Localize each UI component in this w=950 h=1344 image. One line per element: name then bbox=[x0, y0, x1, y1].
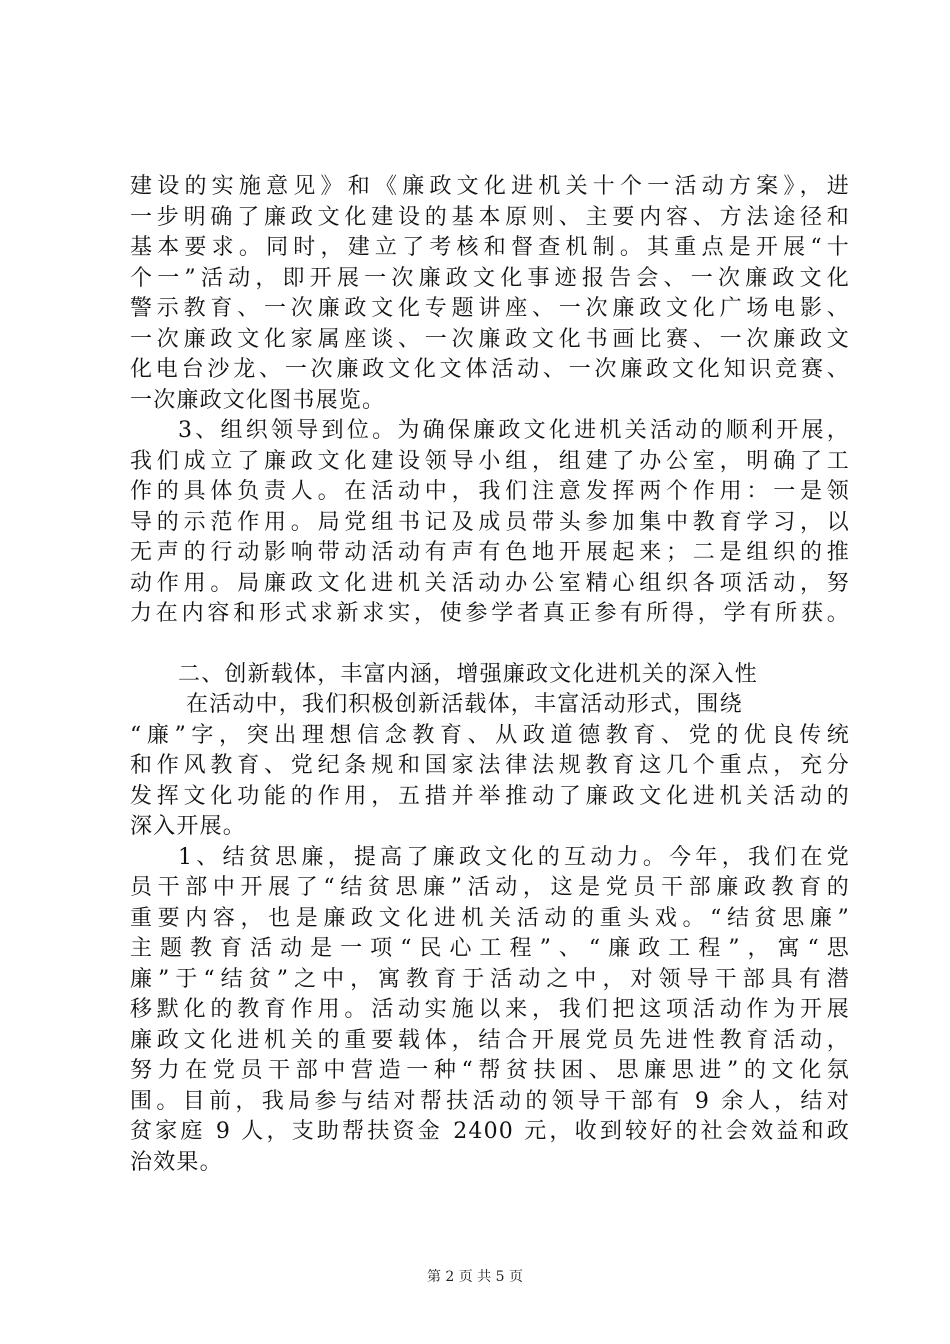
text-line: 建设的实施意见》和《廉政文化进机关十个一活动方案》，进 bbox=[130, 174, 850, 199]
text-line: 基本要求。同时，建立了考核和督查机制。其重点是开展“十 bbox=[130, 235, 850, 260]
text-line: 导的示范作用。局党组书记及成员带头参加集中教育学习，以 bbox=[130, 509, 850, 535]
text-line: 个一”活动，即开展一次廉政文化事迹报告会、一次廉政文化 bbox=[130, 265, 850, 291]
text-line: 努力在党员干部中营造一种“帮贫扶困、思廉思进”的文化氛 bbox=[130, 1058, 850, 1083]
text-line: 廉”于“结贫”之中，寓教育于活动之中，对领导干部具有潜 bbox=[130, 966, 850, 992]
document-body bbox=[130, 172, 850, 1178]
text-line: 一次廉政文化图书展览。 bbox=[130, 387, 386, 413]
text-line: 作的具体负责人。在活动中，我们注意发挥两个作用：一是领 bbox=[130, 479, 850, 504]
text-line: 我们成立了廉政文化建设领导小组，组建了办公室，明确了工 bbox=[130, 448, 850, 474]
text-line: 动作用。局廉政文化进机关活动办公室精心组织各项活动，努 bbox=[130, 570, 850, 596]
page-number-footer: 第 2 页 共 5 页 bbox=[426, 1269, 524, 1285]
paragraph-first-line: 3、组织领导到位。为确保廉政文化进机关活动的顺利开展， bbox=[178, 418, 850, 443]
text-line: 力在内容和形式求新求实，使参学者真正参有所得，学有所获。 bbox=[130, 601, 850, 626]
text-line: 发挥文化功能的作用，五措并举推动了廉政文化进机关活动的 bbox=[130, 783, 850, 809]
section-heading: 二、创新载体，丰富内涵，增强廉政文化进机关的深入性 bbox=[178, 661, 759, 687]
text-line: 治效果。 bbox=[130, 1149, 223, 1175]
text-line: 一步明确了廉政文化建设的基本原则、主要内容、方法途径和 bbox=[130, 204, 850, 230]
text-line: 主题教育活动是一项“民心工程”、“廉政工程”，寓“思 bbox=[130, 936, 850, 961]
text-line: 员干部中开展了“结贫思廉”活动，这是党员干部廉政教育的 bbox=[130, 875, 850, 900]
text-line: 围。目前，我局参与结对帮扶活动的领导干部有 9 余人，结对 bbox=[130, 1088, 850, 1114]
paragraph-first-line: 1、结贫思廉，提高了廉政文化的互动力。今年，我们在党 bbox=[178, 844, 850, 870]
text-line: 化电台沙龙、一次廉政文化文体活动、一次廉政文化知识竞赛、 bbox=[130, 357, 850, 382]
paragraph-gap bbox=[130, 630, 850, 660]
text-line: 一次廉政文化家属座谈、一次廉政文化书画比赛、一次廉政文 bbox=[130, 326, 850, 352]
text-line: 廉政文化进机关的重要载体，结合开展党员先进性教育活动， bbox=[130, 1027, 850, 1053]
text-line: 深入开展。 bbox=[130, 814, 247, 839]
text-line: 重要内容，也是廉政文化进机关活动的重头戏。“结贫思廉” bbox=[130, 905, 850, 931]
text-line: “廉”字，突出理想信念教育、从政道德教育、党的优良传统 bbox=[130, 722, 850, 748]
paragraph-first-line: 在活动中，我们积极创新活载体，丰富活动形式，围绕 bbox=[186, 692, 743, 717]
text-line: 警示教育、一次廉政文化专题讲座、一次廉政文化广场电影、 bbox=[130, 296, 850, 321]
text-line: 无声的行动影响带动活动有声有色地开展起来；二是组织的推 bbox=[130, 540, 850, 565]
text-line: 移默化的教育作用。活动实施以来，我们把这项活动作为开展 bbox=[130, 997, 850, 1022]
text-line: 和作风教育、党纪条规和国家法律法规教育这几个重点，充分 bbox=[130, 753, 850, 778]
text-line: 贫家庭 9 人，支助帮扶资金 2400 元，收到较好的社会效益和政 bbox=[130, 1119, 850, 1144]
